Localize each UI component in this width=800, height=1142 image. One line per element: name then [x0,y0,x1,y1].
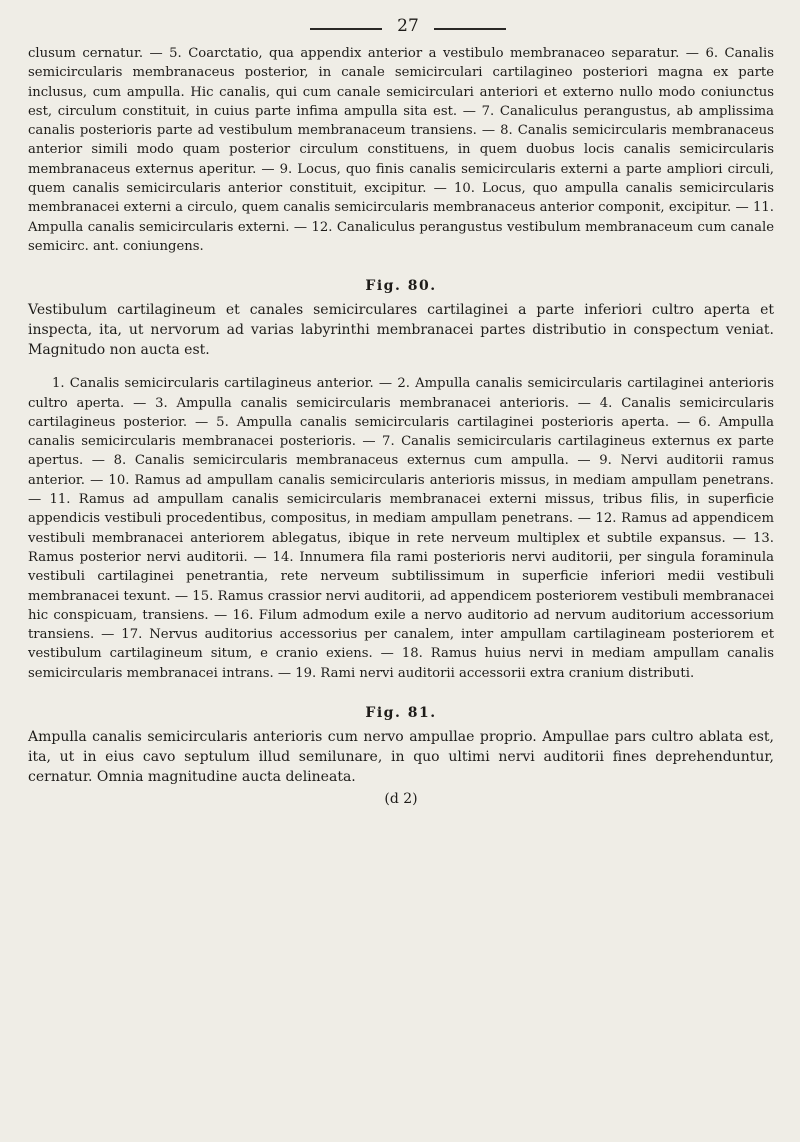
signature-mark: (d 2) [384,791,418,808]
figure-80-description: Vestibulum cartilagineum et canales semicirculares cartilaginei a parte inferiori cultro aperta et inspecta, ita, ut nervorum ad varias labyrinthi membranacei partes distributio in conspectum veniat. Magnitudo non aucta est. [28,302,774,359]
header-rule-left [310,28,382,30]
page-number: 27 [397,16,419,36]
header-rule-right [434,28,506,30]
figure-81-description: Ampulla canalis semicircularis anterioris cum nervo ampullae proprio. Ampullae pars cultro ablata est, ita, ut in eius cavo septulum illud semilunare, in quo ultimi nervi auditorii fines deprehenduntur, cernatur. Omnia magnitudine aucta delineata. [28,729,774,786]
figure-80-legend: 1. Canalis semicircularis cartilagineus anterior. — 2. Ampulla canalis semicircularis cartilaginei anterioris cultro aperta. — 3. Ampulla canalis semicircularis membranacei anterioris. — 4. Canalis semicircularis cartilagineus posterior. — 5. Ampulla canalis semicircularis cartilaginei posterioris aperta. — 6. Ampulla canalis semicircularis membranacei posterioris. — 7. Canalis semicircularis cartilagineus externus ex parte apertus. — 8. Canalis semicircularis membranaceus externus cum ampulla. — 9. Nervi auditorii ramus anterior. — 10. Ramus ad ampullam canalis semicircularis anterioris missus, in mediam ampullam penetrans. — 11. Ramus ad ampullam canalis semicircularis membranacei externi missus, tribus filis, in superficie appendicis vestibuli procedentibus, compositus, in mediam ampullam penetrans. — 12. Ramus ad appendicem vestibuli membranacei anteriorem ablegatus, ibique in rete nerveum multiplex et subtile expansus. — 13. Ramus posterior nervi auditorii. — 14. Innumera fila rami posterioris nervi auditorii, per singula foraminula vestibuli cartilaginei penetrantia, rete nerveum subtilissimum in superficie inferiori medii vestibuli membranacei texunt. — 15. Ramus crassior nervi auditorii, ad appendicem posteriorem vestibuli membranacei hic conspicuam, transiens. — 16. Filum admodum exile a nervo auditorio ad nervum auditorium accessorium transiens. — 17. Nervus auditorius accessorius per canalem, inter ampullam cartilagineam posteriorem et vestibulum cartilagineum situm, e cranio exiens. — 18. Ramus huius nervi in mediam ampullam canalis semicircularis membranacei intrans. — 19. Rami nervi auditorii accessorii extra cranium distributi. [28,376,774,681]
figure-81-title: Fig. 81. [365,705,437,722]
continuation-paragraph: clusum cernatur. — 5. Coarctatio, qua appendix anterior a vestibulo membranaceo separatur. — 6. Canalis semicircularis membranaceus posterior, in canale semicirculari cartilagineo posteriori magna ex parte inclusus, cum ampulla. Hic canalis, qui cum canale semicirculari anteriori et externo nullo modo coniunctus est, circulum constituit, in cuius parte infima ampulla sita est. — 7. Canaliculus perangustus, ab amplissima canalis posterioris parte ad vestibulum membranaceum transiens. — 8. Canalis semicircularis membranaceus anterior simili modo quam posterior circulum constituens, in quem duobus locis canalis semicircularis membranaceus externus aperitur. — 9. Locus, quo finis canalis semicircularis externi a parte ampliori circuli, quem canalis semicircularis anterior constituit, excipitur. — 10. Locus, quo ampulla canalis semicircularis membranacei externi a circulo, quem canalis semicircularis membranaceus anterior componit, excipitur. — 11. Ampulla canalis semicircularis externi. — 12. Canaliculus perangustus vestibulum membranaceum cum canale semicirc. ant. coniungens. [28,46,774,254]
page-body [28,44,774,807]
figure-80-title: Fig. 80. [365,278,437,295]
page-header [0,14,800,38]
